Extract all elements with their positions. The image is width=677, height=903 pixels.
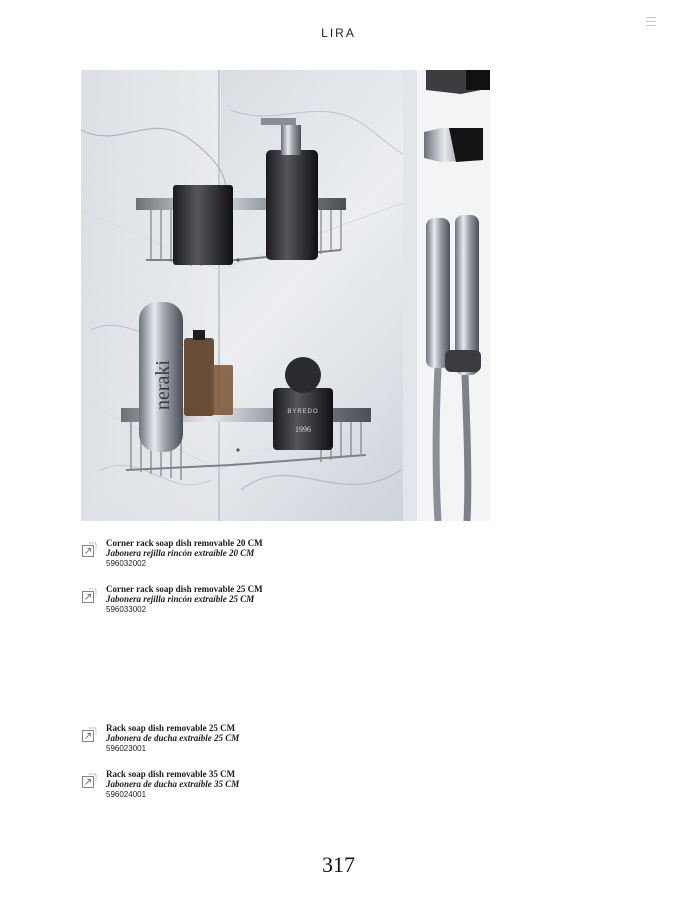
product-code: 596023001 (106, 744, 147, 753)
product-code: 596032002 (106, 559, 147, 568)
expand-arrow-icon[interactable] (81, 588, 97, 604)
product-name-es: Jabonera de ducha extraíble 35 CM (106, 779, 240, 789)
product-name-en: Corner rack soap dish removable 25 CM (106, 584, 263, 594)
product-name-en: Rack soap dish removable 35 CM (106, 769, 236, 779)
product-code: 596033002 (106, 605, 147, 614)
expand-arrow-icon[interactable] (81, 542, 97, 558)
product-name-en: Corner rack soap dish removable 20 CM (106, 538, 263, 548)
bottle-label: neraki (152, 360, 174, 410)
menu-icon[interactable] (646, 17, 656, 27)
product-name-es: Jabonera de ducha extraíble 25 CM (106, 733, 240, 743)
expand-arrow-icon[interactable] (81, 727, 97, 743)
product-code: 596024001 (106, 790, 147, 799)
expand-arrow-icon[interactable] (81, 773, 97, 789)
page-number: 317 (322, 852, 355, 877)
product-name-es: Jabonera rejilla rincón extraíble 20 CM (106, 548, 255, 558)
jar-brand-label: BYREDO (287, 409, 319, 415)
product-name-en: Rack soap dish removable 25 CM (106, 723, 236, 733)
product-name-es: Jabonera rejilla rincón extraíble 25 CM (106, 594, 255, 604)
brand-title: LIRA (321, 26, 356, 40)
product-photo (81, 70, 490, 521)
jar-year-label: 1996 (295, 425, 311, 434)
